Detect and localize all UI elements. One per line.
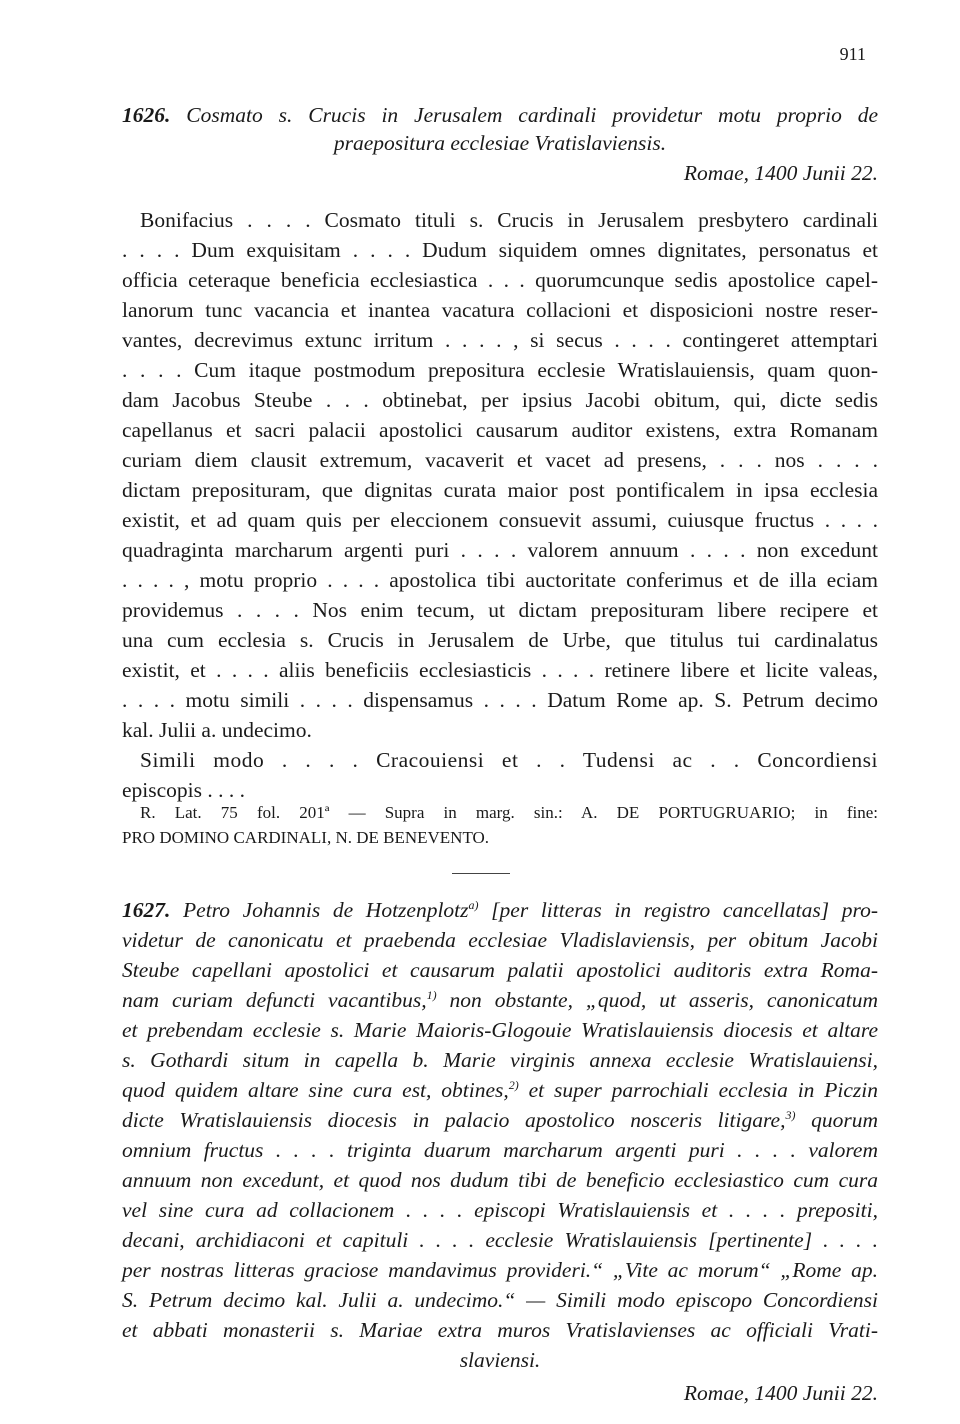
body-line: dictam preposituram, que dignitas curata maior post pontificalem in ipsa ecclesia	[122, 478, 878, 502]
entry-1627-line: omnium fructus . . . . triginta duarum marcharum argenti puri . . . . valorem	[122, 1138, 878, 1162]
body-line: officia ceteraque beneficia ecclesiastica . . . quorumcunque sedis apostolice capel-	[122, 268, 878, 292]
entry-1627-line: decani, archidiaconi et capituli . . . . ecclesie Wratislauiensis [pertinente] . . . .	[122, 1228, 878, 1252]
entry-number: 1627.	[122, 898, 171, 922]
entry-1627-line: et abbati monasterii s. Mariae extra muros Vratislavienses ac officiali Vrati-	[122, 1318, 878, 1342]
body-line: existit, et . . . . aliis beneficiis ecclesiasticis . . . . retinere libere et licite valeas,	[122, 658, 878, 682]
entry-1627-line: et prebendam ecclesie s. Marie Maioris-Glogouie Wratislauiensis diocesis et altare	[122, 1018, 878, 1042]
page-number: 911	[839, 44, 866, 64]
body-line: vantes, decrevimus extunc irritum . . . . , si secus . . . . contingeret attemptari	[122, 328, 878, 352]
entry-1627-line: slaviensi.	[459, 1348, 541, 1372]
entry-1627-line: videtur de canonicatu et praebenda ecclesiae Vladislaviensis, per obitum Jacobi	[122, 928, 878, 952]
entry-1626-heading-line-2: praepositura ecclesiae Vratislaviensis.	[333, 131, 667, 155]
entry-1626-date: Romae, 1400 Junii 22.	[683, 161, 878, 185]
entry-1627-line: annuum non excedunt, et quod nos dudum tibi de beneficio ecclesiastico cum cura	[122, 1168, 878, 1192]
body-line: Bonifacius . . . . Cosmato tituli s. Crucis in Jerusalem presbytero cardinali	[140, 208, 878, 232]
footnote-line: PRO DOMINO CARDINALI, N. DE BENEVENTO.	[122, 828, 490, 847]
body-line: . . . . , motu proprio . . . . apostolica tibi auctoritate conferimus et de illa eciam	[122, 568, 878, 592]
body-line: existit, et ad quam quis per eleccionem consuevit assumi, cuiusque fructus . . . .	[122, 508, 878, 532]
entry-1627-line: quod quidem altare sine cura est, obtines,$^{2)}$ et super parrochiali ecclesia in Piczin	[122, 1077, 879, 1102]
body-line: dam Jacobus Steube . . . obtinebat, per ipsius Jacobi obitum, qui, dicte sedis	[122, 388, 878, 412]
entry-number: 1626.	[122, 103, 171, 127]
body-line: . . . . Cum itaque postmodum prepositura ecclesie Wratislauiensis, quam quon-	[122, 358, 878, 382]
footnote-line: R. Lat. 75 fol. 201ª — Supra in marg. sin.: A. DE PORTUGRUARIO; in fine:	[140, 803, 878, 822]
entry-1627-line: s. Gothardi situm in capella b. Marie virginis annexa ecclesie Wratislauiensi,	[122, 1048, 878, 1072]
body-line: capellanus et sacri palacii apostolici causarum auditor existens, extra Romanam	[122, 418, 878, 442]
entry-1627-line: 1627. Petro Johannis de Hotzenplotz$^{a)}$ [per litteras in registro cancellatas] pro-	[122, 897, 879, 922]
body-line: lanorum tunc vacancia et inantea vacatura collacioni et disposicioni nostre reser-	[122, 298, 878, 322]
section-divider	[452, 873, 510, 874]
body-line: quadraginta marcharum argenti puri . . . . valorem annuum . . . . non excedunt	[122, 538, 878, 562]
body-line-simili: Simili modo . . . . Cracouiensi et . . Tudensi ac . . Concordiensi	[140, 748, 878, 772]
body-line: providemus . . . . Nos enim tecum, ut dictam preposituram libere recipere et	[122, 598, 878, 622]
entry-1627-line: Steube capellani apostolici et causarum palatii apostolici auditoris extra Roma-	[122, 958, 878, 982]
entry-1626-heading-line-1: 1626. Cosmato s. Crucis in Jerusalem cardinali providetur motu proprio de	[122, 103, 879, 127]
entry-1627-line: dicte Wratislauiensis diocesis in palacio apostolico nosceris litigare,$^{3)}$ quorum	[122, 1107, 878, 1132]
entry-1627-date: Romae, 1400 Junii 22.	[683, 1381, 878, 1405]
body-line: kal. Julii a. undecimo.	[122, 718, 312, 742]
entry-1627-line: per nostras litteras graciose mandavimus provideri.“ „Vite ac morum“ „Rome ap.	[122, 1258, 878, 1282]
body-line: . . . . motu simili . . . . dispensamus . . . . Datum Rome ap. S. Petrum decimo	[122, 688, 878, 712]
entry-1627-line: nam curiam defuncti vacantibus,$^{1)}$ non obstante, „quod, ut asseris, canonicatum	[122, 987, 878, 1012]
body-line: episcopis . . . .	[122, 778, 246, 802]
body-line: curiam diem clausit extremum, vacaverit et vacet ad presens, . . . nos . . . .	[122, 448, 878, 472]
entry-1627-line: S. Petrum decimo kal. Julii a. undecimo.“ — Simili modo episcopo Concordiensi	[122, 1288, 878, 1312]
body-line: . . . . Dum exquisitam . . . . Dudum siquidem omnes dignitates, personatus et	[122, 238, 878, 262]
entry-1627-line: vel sine cura ad collacionem . . . . episcopi Wratislauiensis et . . . . prepositi,	[122, 1198, 878, 1222]
body-line: una cum ecclesia s. Crucis in Jerusalem de Urbe, que titulus tui cardinalatus	[122, 628, 878, 652]
